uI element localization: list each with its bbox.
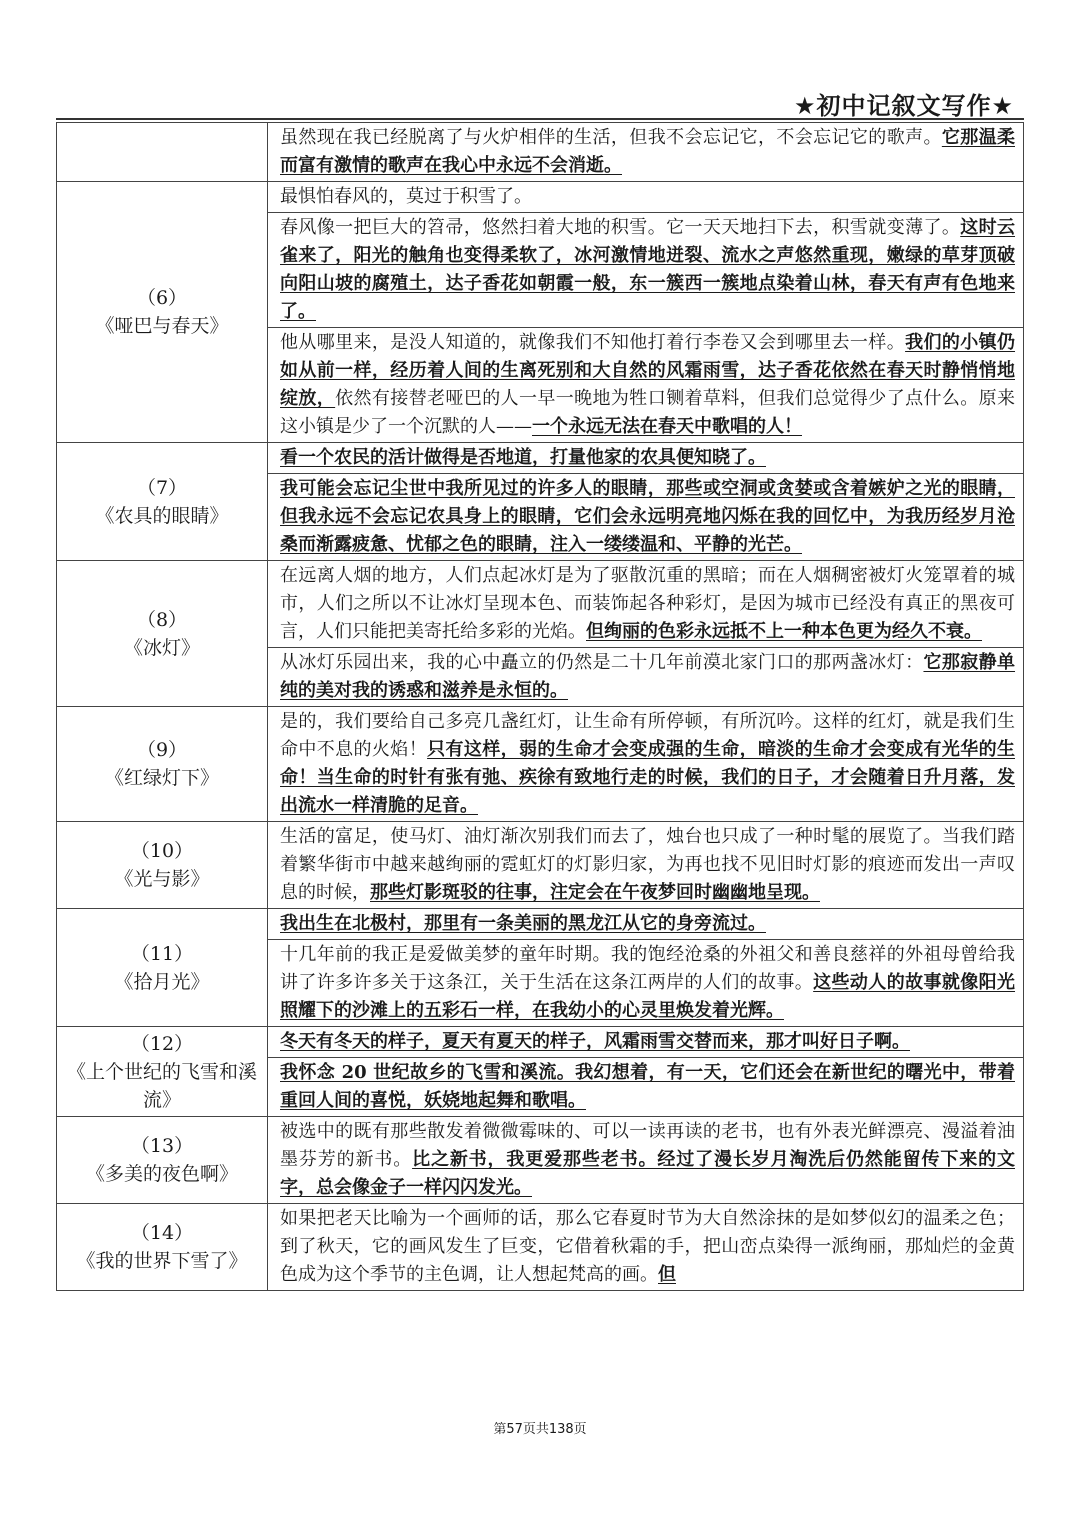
essay-title: 《多美的夜色啊》 — [85, 1163, 238, 1185]
highlighted-sentence: 我出生在北极村，那里有一条美丽的黑龙江从它的身旁流过。 — [280, 913, 766, 934]
text-segment: 最惧怕春风的，莫过于积雪了。 — [280, 186, 532, 207]
text-segment: 他从哪里来，是没人知道的，就像我们不知他打着行李卷又会到哪里去一样。 — [280, 332, 906, 353]
page-number: 第57页共138页 — [493, 1422, 587, 1437]
excerpt-paragraph — [268, 1057, 1023, 1116]
excerpt-paragraph — [268, 561, 1023, 647]
page-header-title: ★初中记叙文写作★ — [793, 92, 1014, 120]
essay-title: 《冰灯》 — [123, 636, 200, 659]
excerpt-paragraph — [268, 1027, 1023, 1057]
highlighted-sentence: 只有这样，弱的生命才会变成强的生命，暗淡的生命才会变成有光华的生命！当生命的时针有张有弛、疾徐有致地行走的时候，我们的日子，才会随着日升月落，发出流水一样清脆的足音。 — [280, 739, 1015, 816]
excerpt-cell — [268, 182, 1024, 443]
essay-number: （6） — [136, 287, 188, 309]
excerpt-cell — [268, 123, 1024, 182]
excerpt-cell — [268, 822, 1024, 909]
excerpt-paragraph — [268, 822, 1023, 908]
essay-title-cell — [57, 443, 268, 561]
excerpt-row — [57, 1027, 1024, 1117]
text-segment: 从冰灯乐园出来，我的心中矗立的仍然是二十几年前漠北家门口的那两盏冰灯： — [280, 652, 924, 673]
excerpt-paragraph — [268, 473, 1023, 560]
text-segment: 十几年前的我正是爱做美梦的童年时期。我的饱经沧桑的外祖父和善良慈祥的外祖母曾给我讲了许多许多关于这条江，关于生活在这条江两岸的人们的故事。 — [280, 944, 1015, 993]
excerpt-paragraph — [268, 182, 1023, 212]
highlighted-sentence: 这时云雀来了，阳光的触角也变得柔软了，冰河激情地迸裂、流水之声悠然重现，嫩绿的草芽顶破向阳山坡的腐殖土，达子香花如朝霞一般，东一簇西一簇地点染着山林，春天有声有色地来了。 — [280, 217, 1016, 322]
text-segment: 如果把老天比喻为一个画师的话，那么它春夏时节为大自然涂抹的是如梦似幻的温柔之色；到了秋天，它的画风发生了巨变，它借着秋霜的手，把山峦点染得一派绚丽，那灿烂的金黄色成为这个季节的主色调，让人想起梵高的画。 — [280, 1208, 1015, 1285]
essay-title-cell — [57, 707, 268, 822]
text-segment: 在远离人烟的地方，人们点起冰灯是为了驱散沉重的黑暗；而在人烟稠密被灯火笼罩着的城市，人们之所以不让冰灯呈现本色、而装饰起各种彩灯，是因为城市已经没有真正的黑夜可言，人们只能把美寄托给多彩的光焰。 — [280, 565, 1015, 642]
highlighted-sentence: 那些灯影斑驳的往事，注定会在午夜梦回时幽幽地呈现。 — [370, 882, 820, 903]
excerpt-cell — [268, 909, 1024, 1027]
excerpt-paragraph — [268, 647, 1023, 706]
excerpt-row — [57, 182, 1024, 443]
essay-title-cell — [57, 909, 268, 1027]
excerpt-row — [57, 1204, 1024, 1291]
highlighted-sentence: 我怀念 20 世纪故乡的飞雪和溪流。我幻想着，有一天，它们还会在新世纪的曙光中，带着重回人间的喜悦，妖娆地起舞和歌唱。 — [280, 1062, 1015, 1111]
essay-title: 《上个世纪的飞雪和溪流》 — [66, 1060, 257, 1111]
excerpt-paragraph — [268, 327, 1023, 442]
excerpt-cell — [268, 1117, 1024, 1204]
text-segment: 虽然现在我已经脱离了与火炉相伴的生活，但我不会忘记它，不会忘记它的歌声。 — [280, 127, 942, 148]
essay-number: （7） — [136, 476, 188, 499]
excerpt-paragraph — [268, 1204, 1023, 1290]
highlighted-sentence: 它那寂静单纯的美对我的诱惑和滋养是永恒的。 — [280, 652, 1016, 701]
essay-number: （8） — [136, 608, 188, 631]
excerpt-cell — [268, 1027, 1024, 1117]
highlighted-sentence: 这些动人的故事就像阳光照耀下的沙滩上的五彩石一样，在我幼小的心灵里焕发着光辉。 — [280, 972, 1016, 1021]
excerpt-table-body — [57, 123, 1024, 1291]
essay-title-cell — [57, 1027, 268, 1117]
essay-title: 《农具的眼睛》 — [95, 504, 229, 527]
text-segment: 被选中的既有那些散发着微微霉味的、可以一读再读的老书，也有外表光鲜漂亮、漫溢着油墨芬芳的新书。 — [280, 1121, 1015, 1170]
text-segment: 依然有接替老哑巴的人一早一晚地为牲口铡着草料，但我们总觉得少了点什么。原来这小镇是少了一个沉默的人—— — [280, 388, 1015, 437]
excerpt-paragraph — [268, 123, 1023, 181]
excerpt-paragraph — [268, 939, 1023, 1026]
essay-title-cell — [57, 182, 268, 443]
header-rule — [56, 118, 1024, 120]
essay-number: （10） — [130, 840, 194, 862]
text-segment: 春风像一把巨大的笤帚，悠然扫着大地的积雪。它一天天地扫下去，积雪就变薄了。 — [280, 217, 961, 238]
excerpt-row — [57, 822, 1024, 909]
essay-title-cell — [57, 822, 268, 909]
excerpt-paragraph — [268, 707, 1023, 821]
essay-title-cell — [57, 1117, 268, 1204]
excerpt-cell — [268, 443, 1024, 561]
essay-number: （11） — [130, 942, 194, 965]
essay-title: 《我的世界下雪了》 — [76, 1250, 248, 1272]
essay-number: （14） — [130, 1222, 194, 1244]
excerpt-paragraph — [268, 212, 1023, 327]
excerpt-row — [57, 123, 1024, 182]
excerpt-table — [56, 122, 1024, 1291]
essay-number: （13） — [130, 1135, 194, 1157]
essay-title-cell — [57, 123, 268, 182]
excerpt-paragraph — [268, 443, 1023, 473]
essay-title: 《哑巴与春天》 — [95, 315, 229, 337]
essay-number: （12） — [130, 1032, 194, 1055]
excerpt-row — [57, 443, 1024, 561]
highlighted-sentence: 一个永远无法在春天中歌唱的人！ — [532, 416, 802, 437]
essay-title-cell — [57, 561, 268, 707]
excerpt-row — [57, 1117, 1024, 1204]
highlighted-sentence: 冬天有冬天的样子，夏天有夏天的样子，风霜雨雪交替而来，那才叫好日子啊。 — [280, 1031, 910, 1052]
essay-title: 《拾月光》 — [114, 970, 210, 993]
excerpt-cell — [268, 561, 1024, 707]
excerpt-cell — [268, 1204, 1024, 1291]
highlighted-sentence: 但绚丽的色彩永远抵不上一种本色更为经久不衰。 — [586, 621, 982, 642]
essay-title-cell — [57, 1204, 268, 1291]
highlighted-sentence: 我可能会忘记尘世中我所见过的许多人的眼睛，那些或空洞或贪婪或含着嫉妒之光的眼睛，但我永远不会忘记农具身上的眼睛，它们会永远明亮地闪烁在我的回忆中，为我历经岁月沧桑而渐露疲惫、忧郁之色的眼睛，注入一缕缕温和、平静的光芒。 — [280, 478, 1015, 555]
excerpt-paragraph — [268, 1117, 1023, 1203]
excerpt-row — [57, 909, 1024, 1027]
essay-number: （9） — [136, 739, 188, 761]
highlighted-sentence: 它那温柔而富有激情的歌声在我心中永远不会消逝。 — [280, 127, 1015, 176]
essay-title: 《红绿灯下》 — [104, 767, 219, 789]
highlighted-sentence: 但 — [658, 1264, 676, 1285]
excerpt-paragraph — [268, 909, 1023, 939]
excerpt-row — [57, 707, 1024, 822]
excerpt-row — [57, 561, 1024, 707]
highlighted-sentence: 比之新书，我更爱那些老书。经过了漫长岁月淘洗后仍然能留传下来的文字，总会像金子一样闪闪发光。 — [280, 1149, 1015, 1198]
highlighted-sentence: 看一个农民的活计做得是否地道，打量他家的农具便知晓了。 — [280, 447, 766, 468]
essay-title: 《光与影》 — [114, 868, 210, 890]
highlighted-sentence: 我们的小镇仍如从前一样，经历着人间的生离死别和大自然的风霜雨雪，达子香花依然在春天时静悄悄地绽放， — [280, 332, 1016, 409]
excerpt-cell — [268, 707, 1024, 822]
text-segment: 生活的富足，使马灯、油灯渐次别我们而去了，烛台也只成了一种时髦的展览了。当我们踏着繁华街市中越来越绚丽的霓虹灯的灯影归家，为再也找不见旧时灯影的痕迹而发出一声叹息的时候， — [280, 826, 1015, 903]
text-segment: 是的，我们要给自己多亮几盏红灯，让生命有所停顿，有所沉吟。这样的红灯，就是我们生命中不息的火焰！ — [280, 711, 1015, 760]
